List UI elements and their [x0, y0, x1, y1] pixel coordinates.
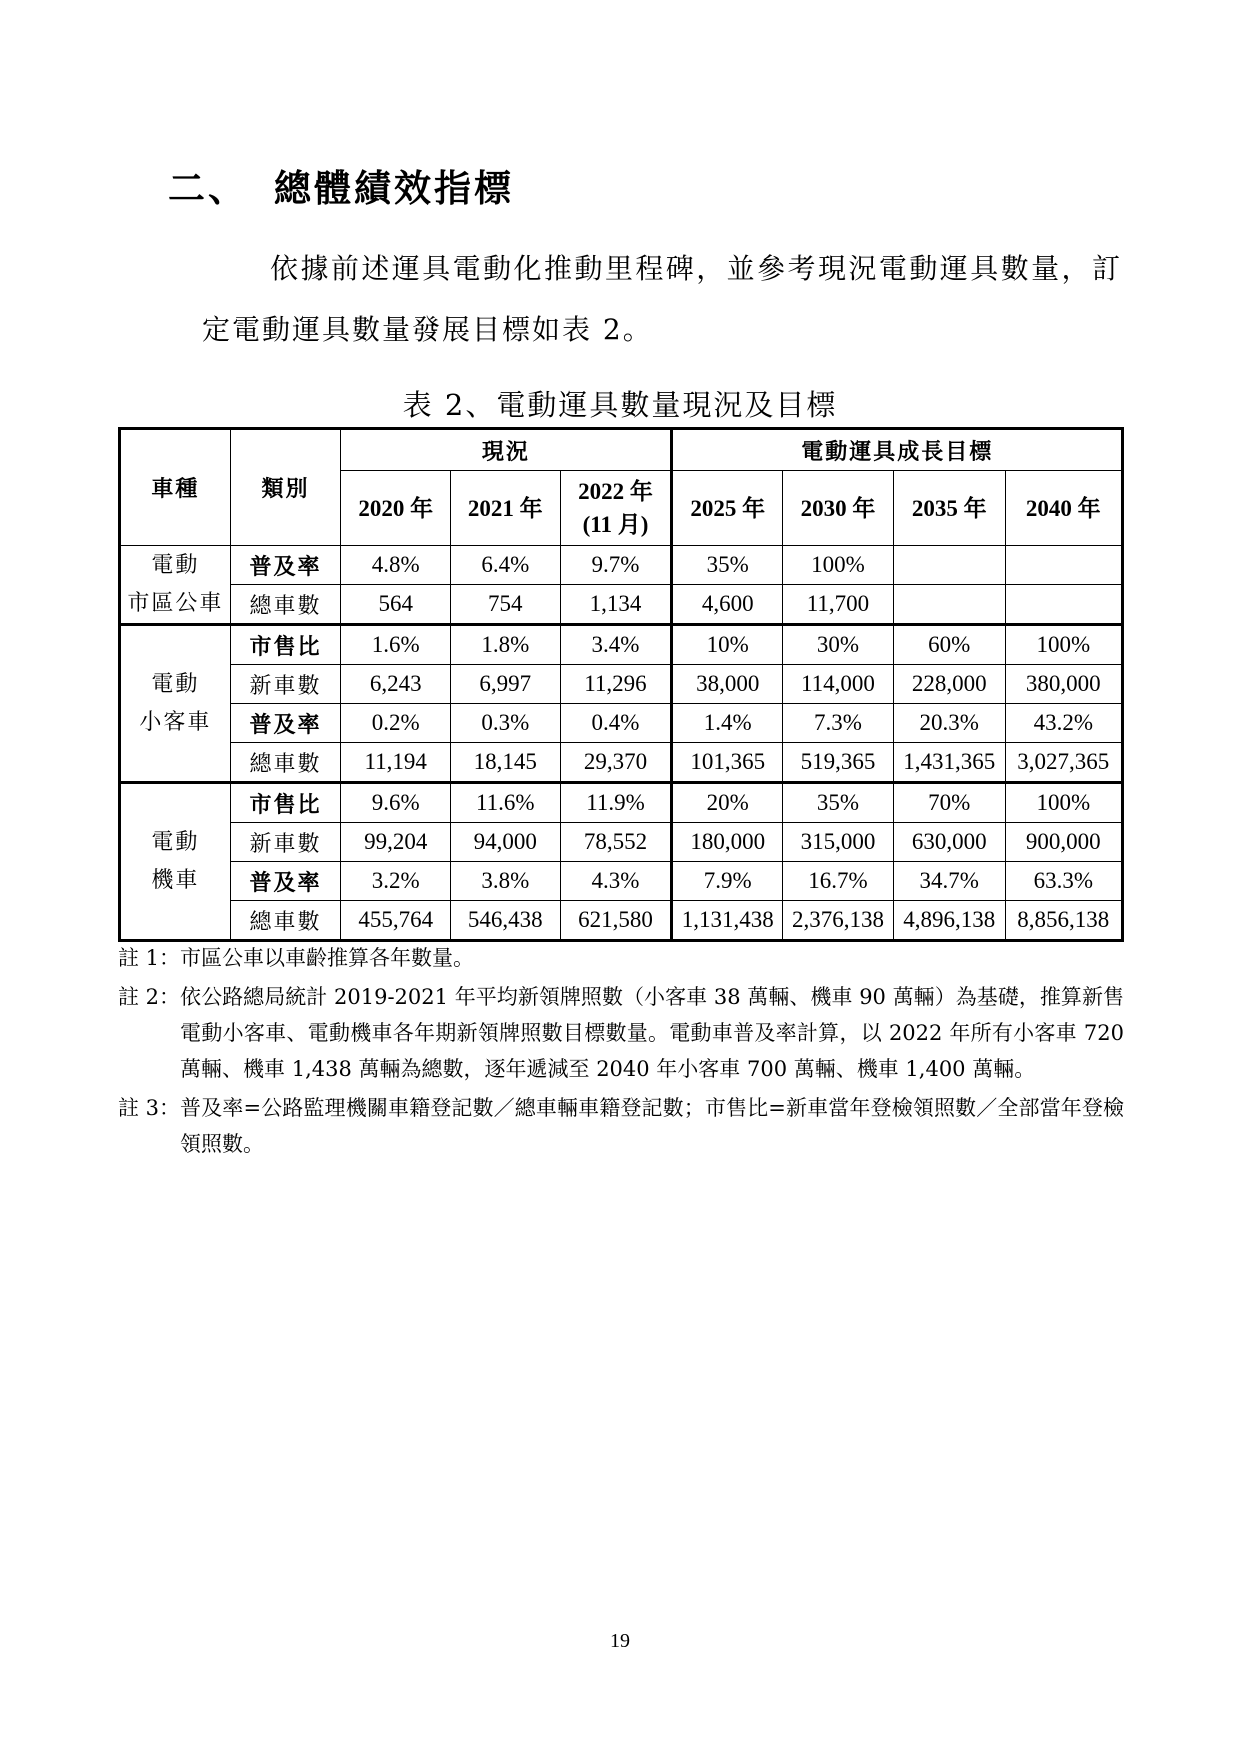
- header-category: 類別: [230, 429, 341, 546]
- value-cell: 9.6%: [341, 783, 451, 823]
- value-cell: 4,896,138: [893, 901, 1005, 941]
- value-cell: 38,000: [672, 665, 783, 704]
- vehicle-type-line: 電動: [151, 829, 200, 855]
- value-cell: 34.7%: [893, 862, 1005, 901]
- value-cell: 546,438: [451, 901, 561, 941]
- header-year: 2021 年: [451, 471, 561, 546]
- category-cell: 新車數: [230, 823, 341, 862]
- value-cell: 8,856,138: [1005, 901, 1122, 941]
- value-cell: [1005, 546, 1122, 585]
- value-cell: 630,000: [893, 823, 1005, 862]
- table-notes: [118, 940, 1124, 1165]
- note-text: 普及率=公路監理機關車籍登記數／總車輛車籍登記數；市售比=新車當年登檢領照數／全部當年登檢領照數。: [180, 1096, 1124, 1156]
- note-1: [118, 940, 1124, 976]
- table-caption: 表 2、電動運具數量現況及目標: [402, 388, 838, 422]
- value-cell: 180,000: [672, 823, 783, 862]
- table-row: [120, 665, 1123, 704]
- value-cell: 3,027,365: [1005, 743, 1122, 783]
- value-cell: 6,243: [341, 665, 451, 704]
- value-cell: 4.8%: [341, 546, 451, 585]
- value-cell: [1005, 585, 1122, 625]
- table-row: [120, 625, 1123, 665]
- vehicle-type-line: 小客車: [139, 709, 212, 735]
- value-cell: 228,000: [893, 665, 1005, 704]
- value-cell: [893, 585, 1005, 625]
- value-cell: 99,204: [341, 823, 451, 862]
- section-number: 二、: [168, 167, 248, 210]
- vehicle-type-cell: [120, 625, 231, 783]
- page-number: 19: [610, 1630, 630, 1652]
- note-3: [118, 1090, 1124, 1162]
- value-cell: 0.4%: [560, 704, 672, 743]
- value-cell: 16.7%: [783, 862, 894, 901]
- header-year: 2030 年: [783, 471, 894, 546]
- value-cell: 35%: [783, 783, 894, 823]
- value-cell: 29,370: [560, 743, 672, 783]
- value-cell: 455,764: [341, 901, 451, 941]
- value-cell: 11,194: [341, 743, 451, 783]
- value-cell: 18,145: [451, 743, 561, 783]
- table-row: [120, 743, 1123, 783]
- category-cell: 市售比: [230, 783, 341, 823]
- value-cell: 519,365: [783, 743, 894, 783]
- value-cell: 0.2%: [341, 704, 451, 743]
- value-cell: [893, 546, 1005, 585]
- header-vehicle-type: 車種: [120, 429, 231, 546]
- header-year-2022: [560, 471, 672, 546]
- value-cell: 43.2%: [1005, 704, 1122, 743]
- value-cell: 1,131,438: [672, 901, 783, 941]
- value-cell: 70%: [893, 783, 1005, 823]
- category-cell: 總車數: [230, 585, 341, 625]
- note-label: 註 1：: [118, 946, 181, 970]
- table-row: [120, 585, 1123, 625]
- value-cell: 6,997: [451, 665, 561, 704]
- header-year: 2035 年: [893, 471, 1005, 546]
- table-row: [120, 862, 1123, 901]
- category-cell: 普及率: [230, 704, 341, 743]
- value-cell: 60%: [893, 625, 1005, 665]
- section-heading: [168, 158, 514, 212]
- value-cell: 1,134: [560, 585, 672, 625]
- value-cell: 101,365: [672, 743, 783, 783]
- value-cell: 35%: [672, 546, 783, 585]
- value-cell: 1.8%: [451, 625, 561, 665]
- vehicle-type-line: 機車: [151, 867, 200, 893]
- table-row: [120, 704, 1123, 743]
- header-current: 現況: [341, 429, 672, 471]
- value-cell: 3.8%: [451, 862, 561, 901]
- value-cell: 11,296: [560, 665, 672, 704]
- header-target: 電動運具成長目標: [672, 429, 1123, 471]
- value-cell: 30%: [783, 625, 894, 665]
- value-cell: 900,000: [1005, 823, 1122, 862]
- header-year: 2025 年: [672, 471, 783, 546]
- ev-target-table: [118, 427, 1124, 942]
- table-row: [120, 783, 1123, 823]
- note-text: 市區公車以車齡推算各年數量。: [180, 946, 475, 970]
- table-row: [120, 901, 1123, 941]
- value-cell: 315,000: [783, 823, 894, 862]
- vehicle-type-line: 市區公車: [127, 590, 224, 616]
- value-cell: 11.9%: [560, 783, 672, 823]
- value-cell: 1.6%: [341, 625, 451, 665]
- value-cell: 6.4%: [451, 546, 561, 585]
- table-row: [120, 546, 1123, 585]
- note-label: 註 2：: [118, 985, 181, 1009]
- value-cell: 754: [451, 585, 561, 625]
- value-cell: 2,376,138: [783, 901, 894, 941]
- value-cell: 100%: [1005, 783, 1122, 823]
- category-cell: 普及率: [230, 546, 341, 585]
- value-cell: 63.3%: [1005, 862, 1122, 901]
- value-cell: 564: [341, 585, 451, 625]
- header-year: 2040 年: [1005, 471, 1122, 546]
- note-text: 依公路總局統計 2019-2021 年平均新領牌照數（小客車 38 萬輛、機車 90 萬輛）為基礎，推算新售電動小客車、電動機車各年期新領牌照數目標數量。電動車普及率計算，以 2022 年所有小客車 720 萬輛、機車 1,438 萬輛為總數，逐年遞減至 2040 年小客車 700 萬輛、機車 1,400 萬輛。: [180, 985, 1124, 1081]
- category-cell: 總車數: [230, 743, 341, 783]
- value-cell: 7.9%: [672, 862, 783, 901]
- value-cell: 100%: [1005, 625, 1122, 665]
- section-title: 總體績效指標: [274, 167, 514, 210]
- table-row: [120, 823, 1123, 862]
- value-cell: 1.4%: [672, 704, 783, 743]
- intro-paragraph: 依據前述運具電動化推動里程碑，並參考現況電動運具數量，訂定電動運具數量發展目標如表 2。: [202, 252, 1122, 346]
- value-cell: 1,431,365: [893, 743, 1005, 783]
- value-cell: 380,000: [1005, 665, 1122, 704]
- vehicle-type-cell: [120, 546, 231, 625]
- value-cell: 100%: [783, 546, 894, 585]
- value-cell: 94,000: [451, 823, 561, 862]
- value-cell: 4.3%: [560, 862, 672, 901]
- value-cell: 3.4%: [560, 625, 672, 665]
- value-cell: 114,000: [783, 665, 894, 704]
- value-cell: 11,700: [783, 585, 894, 625]
- value-cell: 3.2%: [341, 862, 451, 901]
- header-year-sub: (11 月): [582, 512, 649, 537]
- category-cell: 新車數: [230, 665, 341, 704]
- header-year: 2022 年: [578, 479, 653, 504]
- value-cell: 11.6%: [451, 783, 561, 823]
- category-cell: 普及率: [230, 862, 341, 901]
- value-cell: 10%: [672, 625, 783, 665]
- value-cell: 20.3%: [893, 704, 1005, 743]
- value-cell: 0.3%: [451, 704, 561, 743]
- header-year: 2020 年: [341, 471, 451, 546]
- vehicle-type-line: 電動: [151, 552, 200, 578]
- value-cell: 7.3%: [783, 704, 894, 743]
- value-cell: 4,600: [672, 585, 783, 625]
- category-cell: 市售比: [230, 625, 341, 665]
- category-cell: 總車數: [230, 901, 341, 941]
- vehicle-type-line: 電動: [151, 671, 200, 697]
- value-cell: 78,552: [560, 823, 672, 862]
- note-label: 註 3：: [118, 1096, 181, 1120]
- vehicle-type-cell: [120, 783, 231, 941]
- value-cell: 9.7%: [560, 546, 672, 585]
- value-cell: 20%: [672, 783, 783, 823]
- note-2: [118, 979, 1124, 1087]
- value-cell: 621,580: [560, 901, 672, 941]
